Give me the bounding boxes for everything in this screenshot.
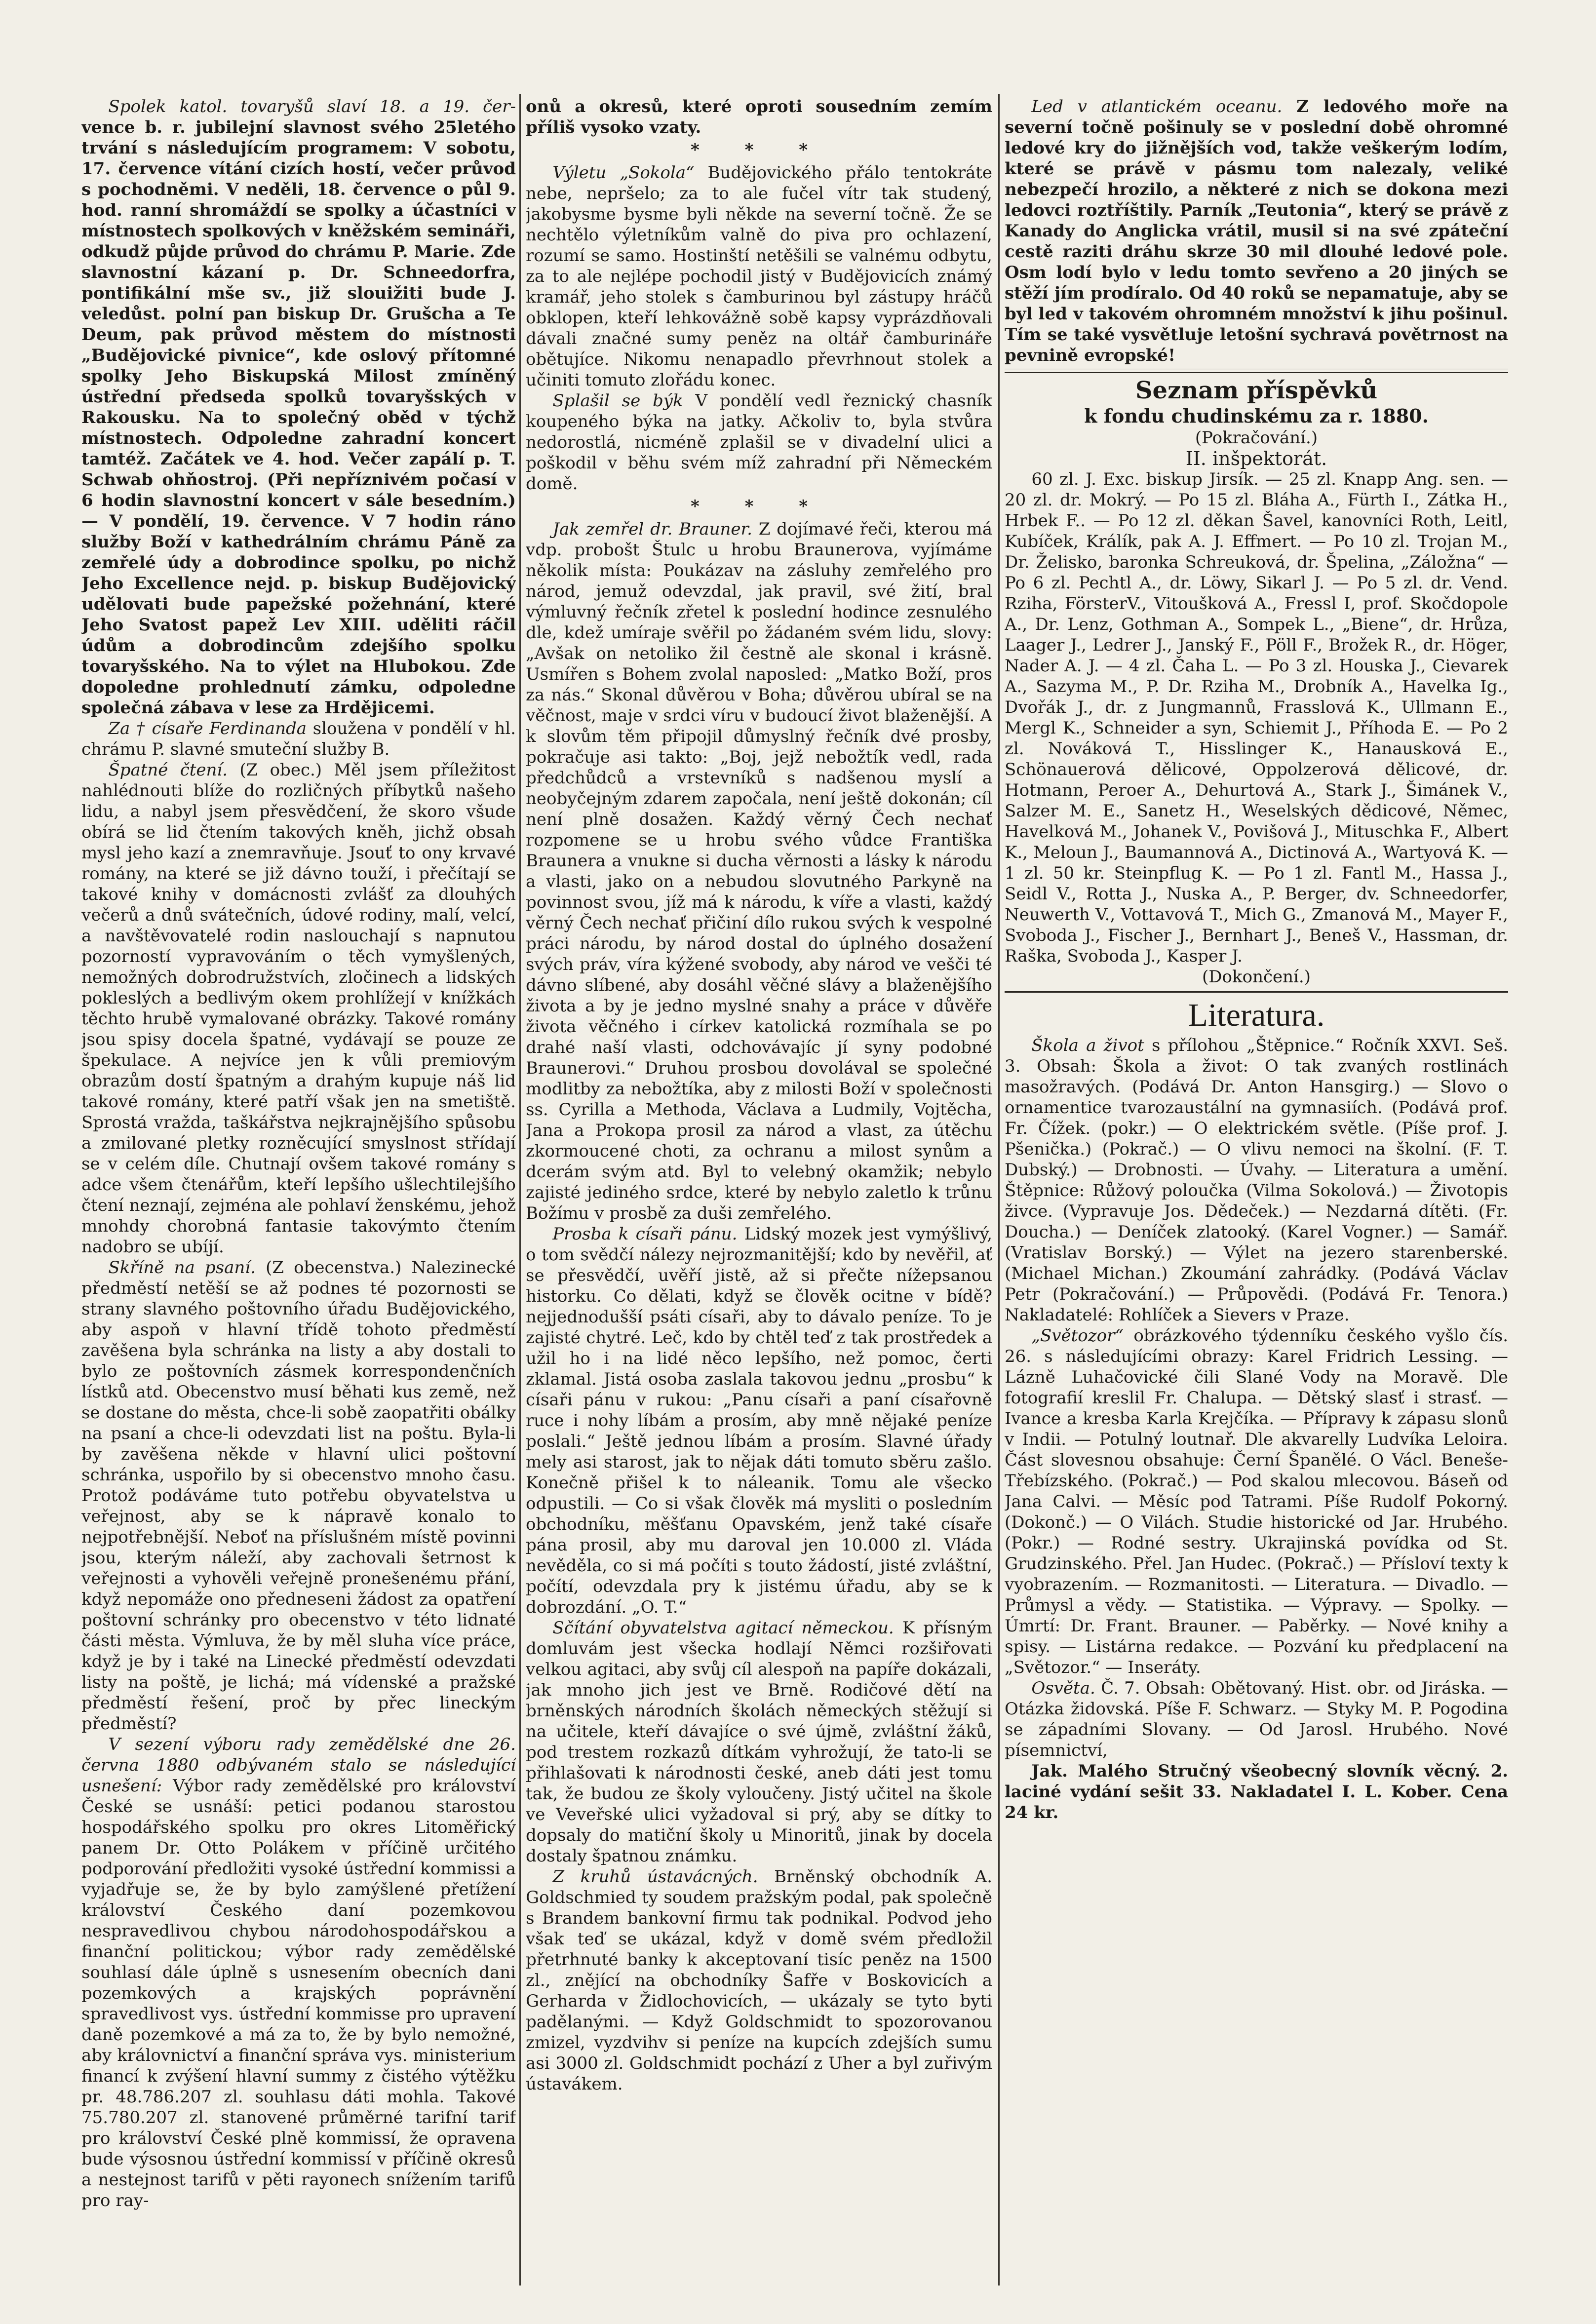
article-brauner-title: Jak zemřel dr. Brauner. xyxy=(552,519,752,539)
article-skola-title: Škola a život xyxy=(1031,1036,1144,1055)
article-skola-body: s přílohou „Štěpnice.“ Ročník XXVI. Seš. 3. Obsah: Škola a život: O tak zvaných rostlinách masožravých. (Podává Dr. Anton Hansgirg.) — Slovo o ornamentice tvarozaustální na gymnasiích. (Podává prof. Fr. Čížek. (pokr.) — O elektrickém světle. (Píše prof. J. Pšenička.) (Pokrač.) — O vlivu nemoci na školní. (F. T. Dubský.) — Drobnosti. — Úvahy. — Literatura a umění. Štěpnice: Růžový poloučka (Vilma Sokolová.) — Životopis živce. (Vypravuje Jos. Dědeček.) — Nezdarná dítěti. (Fr. Doucha.) — Deníček zlatooký. (Karel Vogner.) — Samář. (Vratislav Borský.) — Výlet na jezero starenberské. (Michael Michan.) Zkoumání zahrádky. (Podává Václav Petr (Pokračování.) — Průpovědi. (Podává Fr. Tenora.) Nakladatelé: Rohlíček a Sievers v Praze. xyxy=(1005,1036,1508,1325)
column-rule-2 xyxy=(998,94,1000,2285)
divider xyxy=(1005,369,1508,373)
article-svetozor-title: „Světozor“ xyxy=(1031,1326,1124,1346)
article-brauner xyxy=(526,519,992,1224)
article-byk xyxy=(526,390,992,494)
article-prosba-body: Lidský mozek jest vymýšlivý, o tom svědčí nálezy nejrozmanitější; kdo by nevěřil, ať se přesvědčí, uvěří jistě, až si přečte nížepsanou historku. Co dělati, když se člověk ocitne v bídě? nejjednodušší psáti císaři, aby to dávalo peníze. To je zajisté chytré. Leč, kdo by chtěl teď z tak prostředek a užil ho i na lidé něco lepšího, než pomoc, čerti zklamal. Jistá osoba zaslala takovou jednu „prosbu“ k císaři pánu v rukou: „Panu císaři a paní císařovně ruce i nohy líbám a prosím, aby mně nějaké peníze poslali.“ Ještě jednou líbám a prosím. Slavné úřady mely asi starost, jak to nějak dáti tomuto sběru zašlo. Konečně přišel k to náleanik. Tomu ale všecko odpustili. — Co si však člověk má mysliti o posledním obchodníku, měšťanu Opavském, jenž také císaře pána prosil, aby mu daroval jen 10.000 zl. Vláda nevěděla, co si má počíti s touto žádostí, jisté zvláštní, počítí, odevzdala pry k jistému úřadu, aby se k dobrozdání. „O. T.“ xyxy=(526,1224,992,1617)
article-spatne-cteni xyxy=(81,760,516,1257)
article-osveta xyxy=(1005,1678,1508,1761)
article-kruhy-title: Z kruhů ústavácných. xyxy=(552,1867,758,1887)
article-kruhy-body: Brněnský obchodník A. Goldschmied ty soudem pražským podal, pak společně s Brandem bankovní firmu tak podnikal. Podvod jeho však teď se ukázal, když v domě svém předložil přetrhnuté banky k akceptovaní tisíc peněz na 1500 zl., znějící na obchodníky Šafře v Boskovicích a Gerharda v Židlochovicích, — ukázaly se tyto byti padělanými. — Když Goldschmidt to spozorovanou zmizel, vyzdvihv si peníze na kupcích zdejších sumu asi 3000 zl. Goldschmidt pochází z Uher a byl zuřivým ústavákem. xyxy=(526,1867,992,2094)
article-svetozor xyxy=(1005,1325,1508,1678)
article-osveta-title: Osvěta. xyxy=(1031,1678,1095,1698)
divider xyxy=(1005,991,1508,993)
continuation-note: (Pokračování.) xyxy=(1195,428,1318,448)
section-subheading-fond: k fondu chudinskému za r. 1880. xyxy=(1084,405,1429,427)
article-led-body: Z ledového moře na severní točně pošinuly se v poslední době ohromné ledové kry do jižnějších vod, takže veškerým lodím, které se právě v pásmu tom nalezaly, veliké nebezpečí hrozilo, a některé z nich se dokona mezi ledovci roztříštily. Parník „Teutonia“, který se právě z Kanady do Anglicka vrátil, musil si na své zpáteční cestě raziti dráhu skrze 30 mil dlouhé ledové pole. Osm lodí bylo v ledu tomto sevřeno a 20 jiných se stěží jím prodíralo. Od 40 roků se nepamatuje, aby se byl led v takovém ohromném množství k jihu pošinul. Tím se také vysvětluje letošní sychravá povětrnost na pevnině evropské! xyxy=(1005,97,1508,365)
article-sezeni-continued: onů a okresů, které oproti sousedním zemím příliš vysoko vzaty. xyxy=(526,97,992,137)
article-cisar-title: Za † císaře Ferdinanda xyxy=(108,719,307,738)
section-heading-literatura: Literatura. xyxy=(1188,997,1325,1033)
column-3 xyxy=(1005,96,1508,2318)
section-separator: * * * xyxy=(690,140,827,160)
article-cisar-body: sloužena v pondělí v hl. chrámu P. slavné smuteční služby B. xyxy=(81,719,516,759)
article-skrine-body: (Z obecenstva.) Nalezinecké předměstí netěší se až podnes té pozornosti se strany slavného poštovního úřadu Budějovického, aby aspoň v hlavní třídě tohoto předměstí zavěšena byla schránka na listy a aby dostali to bylo ze poštovních zásmek korrespondenčních lístků atd. Obecenstvo musí běhati kus země, než se dostane do města, chce-li sobě zaopatřiti obálky na psaní a chce-li odevzdati list na poštu. Byla-li by zavěšena někde v hlavní ulici poštovní schránka, uspořilo by si obecenstvo mnoho času. Protož podáváme tuto potřebu obyvatelstva u veřejnost, aby se k nápravě konalo to nejpotřebnější. Neboť na příslušném místě povinni jsou, kterým náleží, aby zachovali šetrnost k veřejnosti a vyhověli veřejně pronešenému přání, když nepomáže ono předneseni žádost za opatření poštovní schránky pro obecenstvo v této lidnaté části města. Výmluva, že by měl sluha více práce, když je by i také na Linecké předměstí odevzdati listy na poště, je lichá; má vídenské a pražské předměstí řešení, proč by přec lineckým předměstí? xyxy=(81,1258,516,1734)
end-note: (Dokončení.) xyxy=(1202,967,1311,987)
article-led-title: Led v atlantickém oceanu. xyxy=(1031,97,1283,116)
article-skola xyxy=(1005,1035,1508,1325)
article-byk-body: V pondělí vedl řeznický chasník koupeného býka na jatky. Ačkoliv to, byla stvůra nedorostlá, nicméně zplašil se v divadelní ulici a poškodil v běhu svém míž zahradní při Německém domě. xyxy=(526,391,992,494)
article-svetozor-body: obrázkového týdenníku českého vyšlo čís. 26. s následujícími obrazy: Karel Fridrich Lessing. — Lázně Luhačovické čili Slané Vody na Moravě. Dle fotografií kreslil Fr. Chalupa. — Dětský slasť i strasť. — Ivance a kresba Karla Krejčíka. — Přípravy k zápasu slonů v Indii. — Potulný loutnař. Dle akvarelly Ludvíka Leloira. Část slovesnou obsahuje: Černí Španělé. O Václ. Beneše-Třebízského. (Pokrač.) — Pod skalou mlecovou. Báseň od Jana Calvi. — Měsíc pod Tatrami. Píše Rudolf Pokorný. (Dokonč.) — O Vilách. Studie historické od Jar. Hrubého. (Pokr.) — Rodné sestry. Ukrajinská povídka od St. Grudzinského. Přel. Jan Hudec. (Pokrač.) — Přísloví texty k vyobrazením. — Rozmanitosti. — Literatura. — Divadlo. — Průmysl a vědy. — Statistika. — Výpravy. — Spolky. — Úmrtí: Dr. Frant. Brauner. — Paběrky. — Nové knihy a spisy. — Listárna redakce. — Pozvání ku předplacení na „Světozor.“ — Inseráty. xyxy=(1005,1326,1508,1677)
article-cisar xyxy=(81,718,516,760)
article-skrine-title: Skříně na psaní. xyxy=(108,1258,256,1278)
column-rule-1 xyxy=(519,94,521,2285)
article-slovnik: Jak. Malého Stručný všeobecný slovník věcný. 2. laciné vydání sešit 33. Nakladatel I. L. Kober. Cena 24 kr. xyxy=(1005,1761,1508,1822)
article-brauner-body: Z dojímavé řeči, kterou má vdp. probošt Štulc u hrobu Braunerova, vyjímáme několik místa: Poukázav na zásluhy zemřelého pro národ, jemuž odevzdal, jak pravil, své žití, bral výmluvný řečník zřetel k poslední hodince zesnulého dle, kdež umíraje svěřil po žádaném svém lidu, slovy: „Avšak on netoliko žil čestně ale skonal i krásně. Usmířen s Bohem zvolal naposled: „Matko Boží, pros za nás.“ Skonal důvěrou v Boha; důvěrou ubíral se na věčnost, maje v srdci víru v budoucí život blaženější. A k slovům těm připojil důmyslný řečník dvé prosby, pokračuje asi takto: „Boj, jejž nebožtík vedl, rada předchůdců a vrstevníků s nadšenou myslí a neobyčejným zdarem započala, není ještě dokonán; cíl není plně dosažen. Každý věrný Čech nechať rozpomene se u hrobu svého vůdce Františka Braunera a vnukne si ducha věrnosti a lásky k národu a vlasti, jako on a nebudou slovutného Parkyně na povinnost svou, jíž má k národu, k víře a vlasti, každý věrný Čech nechať přičiní dílo rukou svých k vespolné práci národu, by národ dostal do úplného dosažení svých práv, víra kýžené svobody, aby národ ve vešči té dávno slíbené, aby dosáhl věčné slávy a blaženějšího života a by je jedno myslné snahy a práce v důvěře života věčného i církev katolická rozmíhala se po drahé naší vlasti, odchovávajíc jí syny podobné Braunerovi.“ Druhou prosbou dovolával se společné modlitby za nebožtíka, aby z milosti Boží v společnosti ss. Cyrilla a Methoda, Václava a Ludmily, Vojtěcha, Jana a Prokopa prosil za národ a vlast, za útěchu zkormoucené choti, za ochranu a milost synům a dcerám svým atd. Byl to velebný okamžik; nebylo zajisté jediného srdce, které by nebylo zaletlo k trůnu Božímu v prosbě za duši zemřelého. xyxy=(526,519,992,1223)
article-vylet xyxy=(526,162,992,390)
article-scitani-body: K přísným domluvám jest všecka hodlají Němci rozšiřovati velkou agitaci, aby svůj cíl alespoň na papíře dokázali, jak mnoho jich jest ve Brně. Rodičové dětí na brněnských národních školách německých stěžují si na učitele, kteří dávajíce o své újmě, zvláštní žáků, pod trestem rozkazů dítkám vyhrožují, že tato-li se přihlašovati k národnosti české, aneb dáti jest tomu tak, že budou ze školy vyloučeny. Jistý učitel na škole ve Veveřské ulici vyžadoval si prý, aby se dítky to dopsaly do matiční školy u Minoritů, jinak by docela dostaly špatnou známku. xyxy=(526,1618,992,1866)
article-byk-title: Splašil se býk xyxy=(552,391,683,411)
article-scitani xyxy=(526,1618,992,1866)
article-spolek xyxy=(81,96,516,718)
article-skrine xyxy=(81,1257,516,1734)
section-separator: * * * xyxy=(690,497,827,516)
article-sezeni-title: V sezení výboru rady zemědělské dne 26. června 1880 odbývaném stalo se následující usnešení: xyxy=(81,1735,516,1796)
inspektorat-heading: II. inšpektorát. xyxy=(1185,448,1327,469)
article-vylet-body: Budějovického přálo tentokráte nebe, nepršelo; za to ale fučel vítr tak studený, jakobysme bysme byli někde na severní točně. Že se nechtělo výletníkům valně do piva pro ochlazení, rozumí se samo. Hostinští netěšili se valnému odbytu, za to ale nejlépe pochodil jistý v Budějovicích známý kramář, jeho stolek s čamburinou byl zástupy hráčů obklopen, kteří lehkovážně sobě kapsy vyprázdňovali dávali značné sumy peněz na oltář čamburináře obětujíce. Nikomu nenapadlo převrhnout stolek a učiniti tomuto zlořádu konec. xyxy=(526,163,992,390)
article-kruhy xyxy=(526,1866,992,2094)
article-sezeni-body: Výbor rady zemědělské pro království České se usnáší: petici podanou starostou hospodářského spolku pro okres Litoměřický panem Dr. Otto Polákem v příčině určitého podporování předložiti vysoké ústřední kommissi a vyjadřuje se, že by bylo zamýšlené přetížení království Českého daní pozemkovou nespravedlivou chybou národohospodářskou a finanční politickou; výbor rady zemědělské souhlasí dále úplně s usnesením obecních dani pozemkových a krajských poprávnění spravedlivost vys. ústřední kommisse pro upravení daně pozemkové a má za to, že by bylo nemožné, aby královnictví a finanční správa vys. ministerium financí k zvýšení hlavní summy z čistého výtěžku pr. 48.786.207 zl. souhlasu dáti mohla. Takové 75.780.207 zl. stanovené průměrné tarifní tarif pro království České plně kommissí, že opravena bude výsosnou ústřední kommissí v příčině okresů a nestejnost tarifů v pěti rayonech snížením tarifů pro ray- xyxy=(81,1776,516,2210)
article-led xyxy=(1005,96,1508,366)
article-prosba-title: Prosba k císaři pánu. xyxy=(552,1224,738,1244)
article-spolek-body: vence b. r. jubilejní slavnost svého 25letého trvání s následujícím programem: V sobotu, 17. července vítání cizích hostí, večer průvod s pochodněmi. V neděli, 18. července o půl 9. hod. ranní shromáždí se spolky a účastníci v místnostech spolkových v kněžském semináři, odkudž půjde průvod do chrámu P. Marie. Zde slavnostní kázaní p. Dr. Schneedorfra, pontifikální mše sv., již slouižiti bude J. veledůst. polní pan biskup Dr. Grušcha a Te Deum, pak průvod městem do místnosti „Budějovické pivnice“, kde oslový přítomné spolky Jeho Biskupská Milost zmíněný ústřední předseda spolků tovaryšských v Rakousku. Na to společný oběd v týchž místnostech. Odpoledne zahradní koncert tamtéž. Začátek ve 4. hod. Večer zapálí p. T. Schwab ohňostroj. (Při nepříznivém počasí v 6 hodin slavnostní koncert v sále besedním.) — V pondělí, 19. července. V 7 hodin ráno služby Boží v kathedrálním chrámu Páně za zemřelé údy a dobrodince spolku, po nichž Jeho Excellence nejd. p. biskup Budějovický udělovati bude papežské požehnání, které Jeho Svatost papež Lev XIII. uděliti ráčil údům a dobrodincům zdejšího spolku tovaryšského. Na to výlet na Hlubokou. Zde dopoledne prohlednutí zámku, odpoledne společná zábava v lese za Hrdějicemi. xyxy=(81,117,516,718)
article-osveta-body: Č. 7. Obsah: Obětovaný. Hist. obr. od Jiráska. — Otázka židovská. Píše F. Schwarz. — Styky M. P. Pogodina se západními Slovany. — Od Jarosl. Hrubého. Nové písemnictví, xyxy=(1005,1678,1508,1760)
section-heading-seznam: Seznam příspěvků xyxy=(1135,377,1378,404)
article-spatne-cteni-title: Špatné čtení. xyxy=(108,760,228,780)
article-sezeni xyxy=(81,1734,516,2211)
article-spolek-title: Spolek katol. tovaryšů slaví 18. a 19. čer- xyxy=(108,97,516,116)
article-prosba xyxy=(526,1224,992,1618)
article-scitani-title: Sčítání obyvatelstva agitací německou. xyxy=(552,1618,894,1638)
article-spatne-cteni-body: (Z obec.) Měl jsem příležitost nahlédnouti blíže do rozličných příbytků našeho lidu, a nabyl jsem přesvědčení, že skoro všude obírá se lid čtením takových kněh, jichž obsah mysl jeho kazí a znemravňuje. Jsouť to ony krvavé romány, na které se již dávno touží, i přečítají se takové knihy v domácnosti zvlášť za dlouhých večerů a dnů svátečních, údové rodiny, malí, velcí, a navštěvovatelé rodin naslouchají s napnutou pozorností vypravováním o těch vymyšlených, nemožných dobrodružstvích, zločinech a lidských pokleslých a bedlivým okem prohlížejí v knížkách těchto hrubě vymalované obrázky. Takové romány jsou spisy docela špatné, vydávají se pouze ze špekulace. A nejvíce jen k vůli premiovým obrazům dostí špatným a drahým kupuje náš lid takové romány, které patří však jen na smetiště. Sprostá vražda, taškářstva nejkrajnějšího spůsobu a zmilované pletky rozněcující smyslnost střídají se v celém díle. Chutnají ovšem takové romány s adce všem čtenářům, kteří lepšího ušlechtilejšího čtení neznají, zejména ale pohlaví ženskému, jehož mnohdy chorobná fantasie takovýmto čtením nadobro se ubíjí. xyxy=(81,760,516,1257)
column-1 xyxy=(81,96,516,2318)
contributions-list: 60 zl. J. Exc. biskup Jirsík. — 25 zl. Knapp Ang. sen. — 20 zl. dr. Mokrý. — Po 15 zl. Bláha A., Fürth I., Zátka H., Hrbek F.. — Po 12 zl. děkan Šavel, kanovníci Roth, Leitl, Kubíček, Králík, pak A. J. Effmert. — Po 10 zl. Trojan M., Dr. Želisko, baronka Schreuková, dr. Špelina, „Záložna“ — Po 6 zl. Pechtl A., dr. Löwy, Sikarl J. — Po 5 zl. dr. Vend. Rziha, FörsterV., Vitoušková A., Fressl I, prof. Skočdopole A., Dr. Lenz, Gothman A., Sompek L., „Biene“, dr. Hrůza, Laager J., Ledrer J., Janský F., Pöll F., Brožek R., dr. Höger, Nader A. J. — 4 zl. Čaha L. — Po 3 zl. Houska J., Cievarek A., Sazyma M., P. Dr. Rziha M., Drobník A., Havelka Ig., Dvořák J., dr. z Jungmannů, Frasslová K., Ullmann E., Mergl K., Schneider a syn, Schiemit J., Příhoda E. — Po 2 zl. Nováková T., Hisslinger K., Hanausková E., Schönauerová dělicové, Oppolzerová dělicové, dr. Hotmann, Peroer A., Dehurtová A., Stark J., Šimánek V., Salzer M. E., Sanetz H., Weselských dědicové, Němec, Havelková M., Johanek V., Povišová J., Mituschka F., Albert K., Meloun J., Baumannová A., Dictinová A., Wartyová K. — 1 zl. 50 kr. Steinpflug K. — Po 1 zl. Fantl M., Hassa J., Seidl V., Rotta J., Nuska A., P. Berger, dv. Schneedorfer, Neuwerth V., Vottavová T., Mich G., Zmanová M., Mayer F., Svoboda J., Fischer J., Bernhart J., Beneš V., Hassman, dr. Raška, Svoboda J., Kasper J. xyxy=(1005,469,1508,966)
article-vylet-title: Výletu „Sokola“ xyxy=(552,163,695,183)
column-2 xyxy=(526,96,992,2318)
